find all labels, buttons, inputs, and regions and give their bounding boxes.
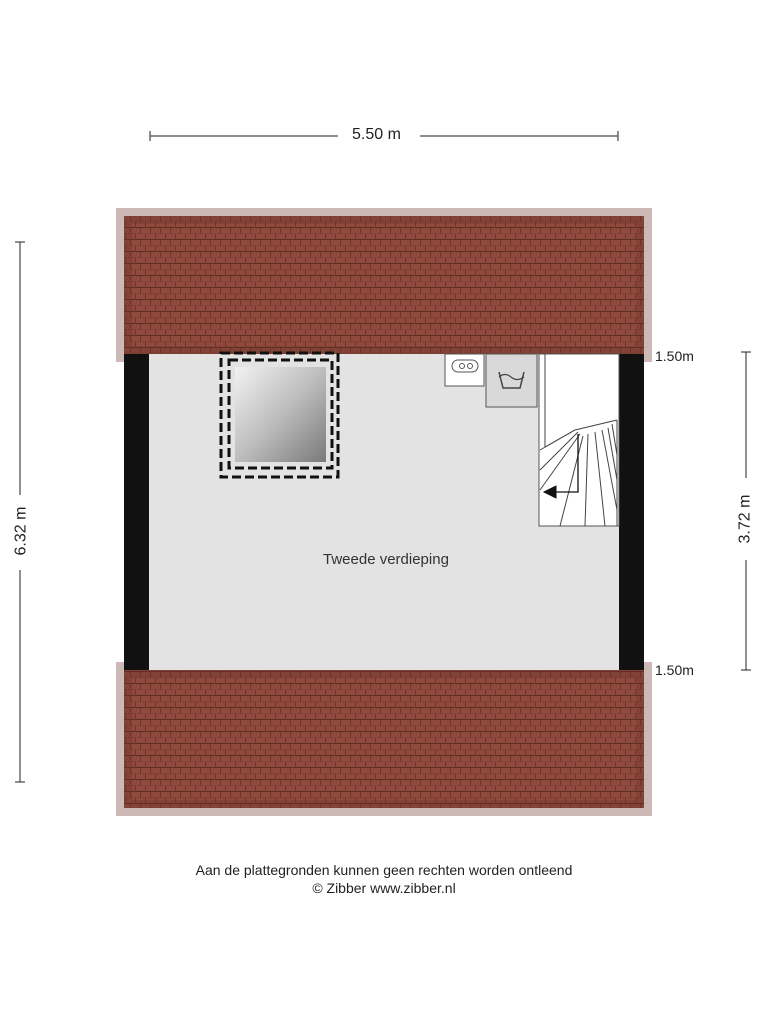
roof-bottom-height-label: 1.50m <box>655 662 694 678</box>
depth-dimension-label: 6.32 m <box>12 506 30 556</box>
roof-top <box>124 216 644 354</box>
footer-copyright: © Zibber www.zibber.nl <box>312 880 456 896</box>
wall-left <box>124 354 149 670</box>
skylight <box>221 353 338 477</box>
footer-disclaimer: Aan de plattegronden kunnen geen rechten worden ontleend <box>195 862 573 878</box>
roof-top-height-label: 1.50m <box>655 348 694 364</box>
washing-machine-icon <box>486 354 537 407</box>
roof-bottom <box>124 670 644 808</box>
staircase <box>539 354 619 526</box>
wall-right <box>619 354 644 670</box>
boiler-icon <box>445 354 484 386</box>
room-label: Tweede verdieping <box>323 551 449 568</box>
inner-depth-dimension-label: 3.72 m <box>736 494 754 544</box>
width-dimension-label: 5.50 m <box>352 126 401 143</box>
